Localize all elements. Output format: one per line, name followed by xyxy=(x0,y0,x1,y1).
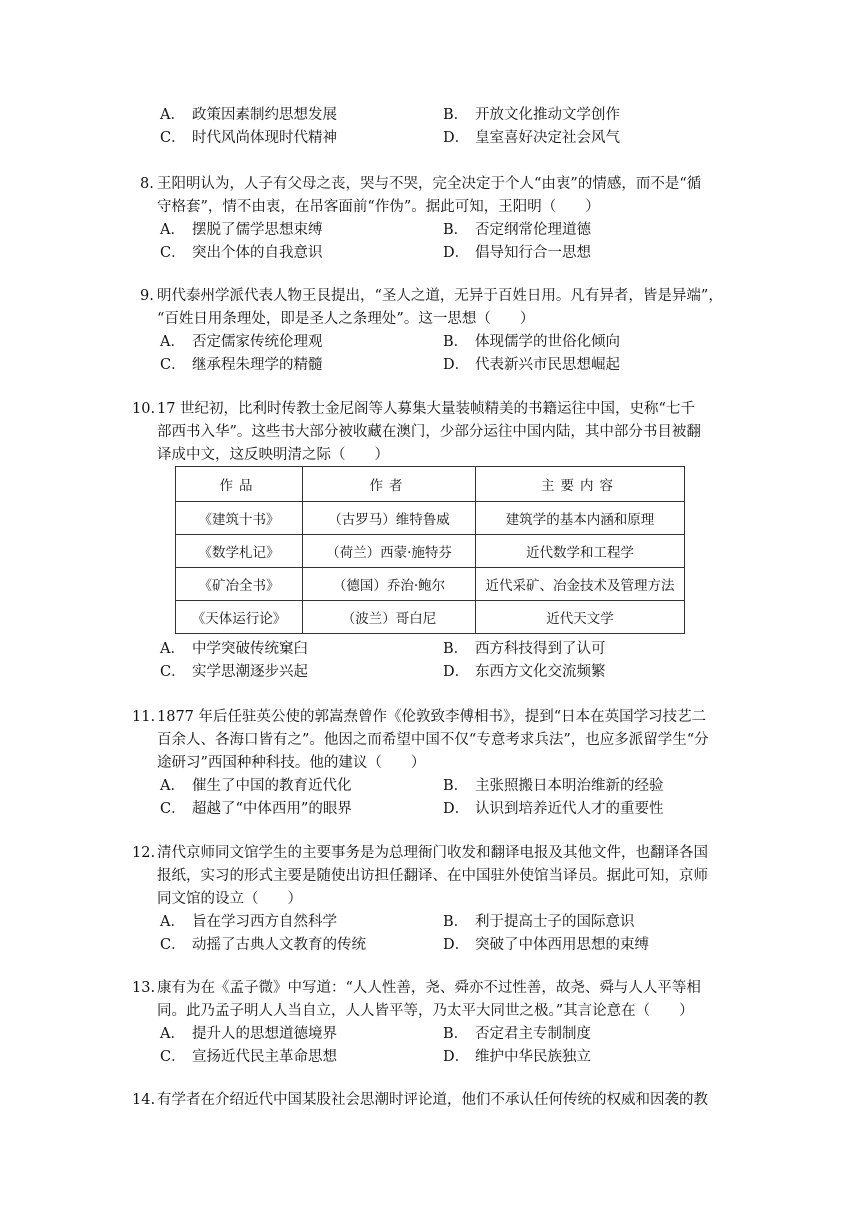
option-7a[interactable]: A． 政策因素制约思想发展 xyxy=(160,107,337,123)
question-text: 报纸，实习的形式主要是随使出访担任翻译、在中国驻外使馆当译员。据此可知，京师 xyxy=(157,868,708,884)
option-9c[interactable]: C． 继承程朱理学的精髓 xyxy=(160,357,323,373)
option-9d[interactable]: D． 代表新兴市民思想崛起 xyxy=(443,357,620,373)
option-11c[interactable]: C． 超越了“中体西用”的眼界 xyxy=(160,801,352,817)
option-10d[interactable]: D． 东西方文化交流频繁 xyxy=(443,664,606,680)
question-number: 12. xyxy=(132,845,156,861)
option-11d[interactable]: D． 认识到培养近代人才的重要性 xyxy=(443,801,664,817)
question-number: 14. xyxy=(132,1092,156,1108)
question-text: 清代京师同文馆学生的主要事务是为总理衙门收发和翻译电报及其他文件，也翻译各国 xyxy=(157,845,708,861)
table-cell: （德国）乔治·鲍尔 xyxy=(303,568,476,601)
question-number: 13. xyxy=(132,980,156,996)
option-10a[interactable]: A． 中学突破传统窠臼 xyxy=(160,641,308,657)
question-text: 同。此乃孟子明人人当自立，人人皆平等，乃太平大同世之极。”其言论意在（ ） xyxy=(157,1003,694,1019)
option-11b[interactable]: B． 主张照搬日本明治维新的经验 xyxy=(443,778,664,794)
table-row xyxy=(176,568,685,601)
option-8d[interactable]: D． 倡导知行合一思想 xyxy=(443,245,591,261)
table-header-row xyxy=(176,467,685,502)
table-row xyxy=(176,535,685,568)
table-cell: 近代数学和工程学 xyxy=(476,535,685,568)
option-13a[interactable]: A． 提升人的思想道德境界 xyxy=(160,1026,337,1042)
table-cell: 《矿冶全书》 xyxy=(176,568,303,601)
table-cell: 《天体运行论》 xyxy=(176,601,303,634)
table-row xyxy=(176,601,685,634)
option-8a[interactable]: A． 摆脱了儒学思想束缚 xyxy=(160,222,323,238)
works-table xyxy=(175,466,685,634)
option-7c[interactable]: C． 时代风尚体现时代精神 xyxy=(160,130,337,146)
option-9a[interactable]: A． 否定儒家传统伦理观 xyxy=(160,334,323,350)
question-text: 守格套”，情不由衷，在吊客面前“作伪”。据此可知，王阳明（ ） xyxy=(157,199,600,215)
table-cell: 《数学札记》 xyxy=(176,535,303,568)
table-cell: 近代天文学 xyxy=(476,601,685,634)
table-header: 作者 xyxy=(303,467,476,502)
table-row xyxy=(176,502,685,535)
question-text: 17 世纪初，比利时传教士金尼阁等人募集大量装帧精美的书籍运往中国，史称“七千 xyxy=(157,401,695,417)
question-text: 王阳明认为，人子有父母之丧，哭与不哭，完全决定于个人“由衷”的情感，而不是“循 xyxy=(157,176,702,192)
question-text: 途研习”西国种种科技。他的建议（ ） xyxy=(157,755,426,771)
question-text: 有学者在介绍近代中国某股社会思潮时评论道，他们不承认任何传统的权威和因袭的教 xyxy=(157,1092,708,1108)
table-cell: 建筑学的基本内涵和原理 xyxy=(476,502,685,535)
option-12d[interactable]: D． 突破了中体西用思想的束缚 xyxy=(443,937,649,953)
table-header: 主要内容 xyxy=(476,467,685,502)
question-text: 1877 年后任驻英公使的郭嵩焘曾作《伦敦致李傅相书》，提到“日本在英国学习技艺二 xyxy=(157,709,707,725)
question-text: 部西书入华”。这些书大部分被收藏在澳门，少部分运往中国内陆，其中部分书目被翻 xyxy=(157,424,701,440)
table-cell: （波兰）哥白尼 xyxy=(303,601,476,634)
option-7b[interactable]: B． 开放文化推动文学创作 xyxy=(443,107,620,123)
table-cell: （古罗马）维特鲁威 xyxy=(303,502,476,535)
table-header: 作品 xyxy=(176,467,303,502)
table-cell: （荷兰）西蒙·施特芬 xyxy=(303,535,476,568)
option-12c[interactable]: C． 动摇了古典人文教育的传统 xyxy=(160,937,366,953)
table-cell: 近代采矿、冶金技术及管理方法 xyxy=(476,568,685,601)
question-number: 9. xyxy=(140,288,154,304)
question-text: 百余人、各海口皆有之”。他因之而希望中国不仅“专意考求兵法”，也应多派留学生“分 xyxy=(157,732,709,748)
option-9b[interactable]: B． 体现儒学的世俗化倾向 xyxy=(443,334,620,350)
question-text: 康有为在《孟子微》中写道：“人人性善，尧、舜亦不过性善，故尧、舜与人人平等相 xyxy=(157,980,701,996)
option-8b[interactable]: B． 否定纲常伦理道德 xyxy=(443,222,591,238)
question-number: 8. xyxy=(140,176,154,192)
option-12a[interactable]: A． 旨在学习西方自然科学 xyxy=(160,914,337,930)
option-12b[interactable]: B． 利于提高士子的国际意识 xyxy=(443,914,635,930)
table-cell: 《建筑十书》 xyxy=(176,502,303,535)
option-13b[interactable]: B． 否定君主专制制度 xyxy=(443,1026,591,1042)
question-text: 译成中文，这反映明清之际（ ） xyxy=(157,447,389,463)
question-text: 同文馆的设立（ ） xyxy=(157,891,302,907)
question-number: 11. xyxy=(132,709,156,725)
option-13c[interactable]: C． 宣扬近代民主革命思想 xyxy=(160,1049,337,1065)
option-7d[interactable]: D． 皇室喜好决定社会风气 xyxy=(443,130,620,146)
option-13d[interactable]: D． 维护中华民族独立 xyxy=(443,1049,591,1065)
option-8c[interactable]: C． 突出个体的自我意识 xyxy=(160,245,323,261)
question-text: 明代泰州学派代表人物王艮提出，“圣人之道，无异于百姓日用。凡有异者，皆是异端”， xyxy=(157,288,723,304)
option-10b[interactable]: B． 西方科技得到了认可 xyxy=(443,641,606,657)
option-10c[interactable]: C． 实学思潮逐步兴起 xyxy=(160,664,308,680)
option-11a[interactable]: A． 催生了中国的教育近代化 xyxy=(160,778,352,794)
question-number: 10. xyxy=(132,401,156,417)
question-text: “百姓日用条理处，即是圣人之条理处”。这一思想（ ） xyxy=(157,311,535,327)
